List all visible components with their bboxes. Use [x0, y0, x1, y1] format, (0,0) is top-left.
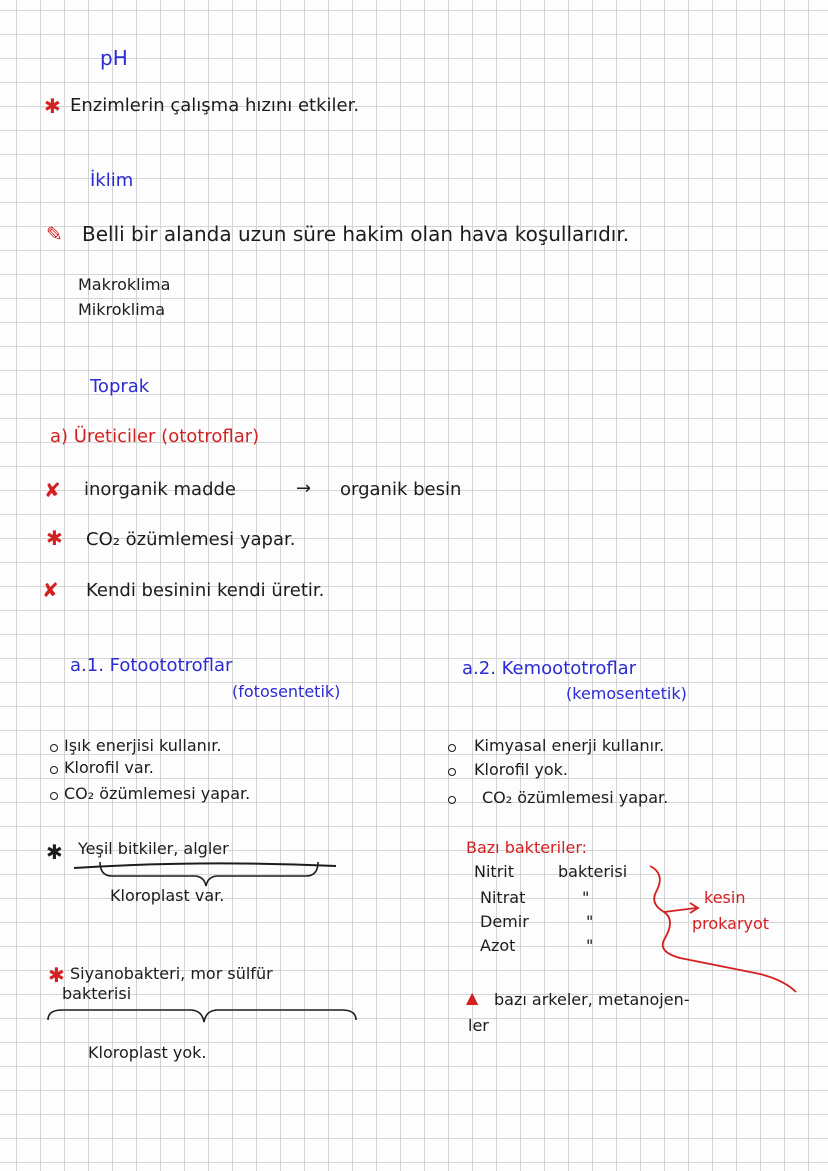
foto-examples2-note: Kloroplast yok.	[88, 1043, 207, 1062]
ph-line: Enzimlerin çalışma hızını etkiler.	[70, 95, 360, 116]
foto-bullet-2: Klorofil var.	[64, 758, 154, 777]
iklim-definition: Belli bir alanda uzun süre hakim olan hava koşullarıdır.	[82, 222, 630, 246]
kemo-bullet-2: Klorofil yok.	[474, 760, 568, 779]
star-icon: ✱	[48, 963, 65, 987]
star-icon: ✘	[42, 578, 59, 602]
kemo-bullet-3: CO₂ özümlemesi yapar.	[482, 788, 669, 807]
prokaryot-label: prokaryot	[692, 914, 770, 933]
arrow-icon: →	[296, 478, 312, 499]
co2-line: CO₂ özümlemesi yapar.	[86, 529, 296, 550]
foto-examples-note: Kloroplast var.	[110, 886, 225, 905]
foto-examples2-cont: bakterisi	[62, 984, 132, 1003]
brace-stroke	[48, 1010, 356, 1022]
arkeler-line: bazı arkeler, metanojen-	[494, 990, 690, 1009]
bakteri-name-3: Demir	[480, 912, 529, 931]
pencil-icon: ✎	[46, 222, 63, 246]
foto-subtitle: (fotosentetik)	[232, 682, 341, 701]
foto-examples: Yeşil bitkiler, algler	[78, 839, 229, 858]
bakteri-name-4: Azot	[480, 936, 516, 955]
foto-bullet-3: CO₂ özümlemesi yapar.	[64, 784, 251, 803]
bakteri-title: Bazı bakteriler:	[466, 838, 588, 857]
inorganik-text: inorganik madde	[84, 479, 237, 500]
foto-examples2: Siyanobakteri, mor sülfür	[70, 964, 273, 983]
toprak-title: Toprak	[90, 376, 150, 397]
ph-title: pH	[100, 46, 128, 70]
bakteri-suffix-4: "	[586, 936, 594, 955]
kemo-bullet-1: Kimyasal enerji kullanır.	[474, 736, 665, 755]
iklim-title: İklim	[90, 170, 134, 191]
kesin-label: kesin	[704, 888, 746, 907]
star-icon: ✱	[46, 840, 63, 864]
iklim-item-2: Mikroklima	[78, 300, 166, 319]
section-a-title: a) Üreticiler (ototroflar)	[50, 426, 260, 447]
star-icon: ✱	[46, 526, 63, 550]
bakteri-suffix-3: "	[586, 912, 594, 931]
kemo-subtitle: (kemosentetik)	[566, 684, 687, 703]
bakteri-name-2: Nitrat	[480, 888, 526, 907]
arkeler-cont: ler	[468, 1016, 489, 1035]
star-icon: ▲	[466, 988, 479, 1007]
foto-bullet-1: Işık enerjisi kullanır.	[64, 736, 222, 755]
iklim-item-1: Makroklima	[78, 275, 171, 294]
kemo-title: a.2. Kemoototroflar	[462, 658, 637, 679]
star-icon: ✘	[44, 478, 61, 502]
foto-title: a.1. Fotoototroflar	[70, 655, 233, 676]
kendi-line: Kendi besinini kendi üretir.	[86, 580, 325, 601]
bakteri-suffix-1: bakterisi	[558, 862, 628, 881]
star-icon: ✱	[44, 94, 61, 118]
underline-stroke	[74, 863, 336, 868]
bracket-stroke	[650, 866, 796, 992]
organik-text: organik besin	[340, 479, 462, 500]
bakteri-suffix-2: "	[582, 888, 590, 907]
bakteri-name-1: Nitrit	[474, 862, 514, 881]
